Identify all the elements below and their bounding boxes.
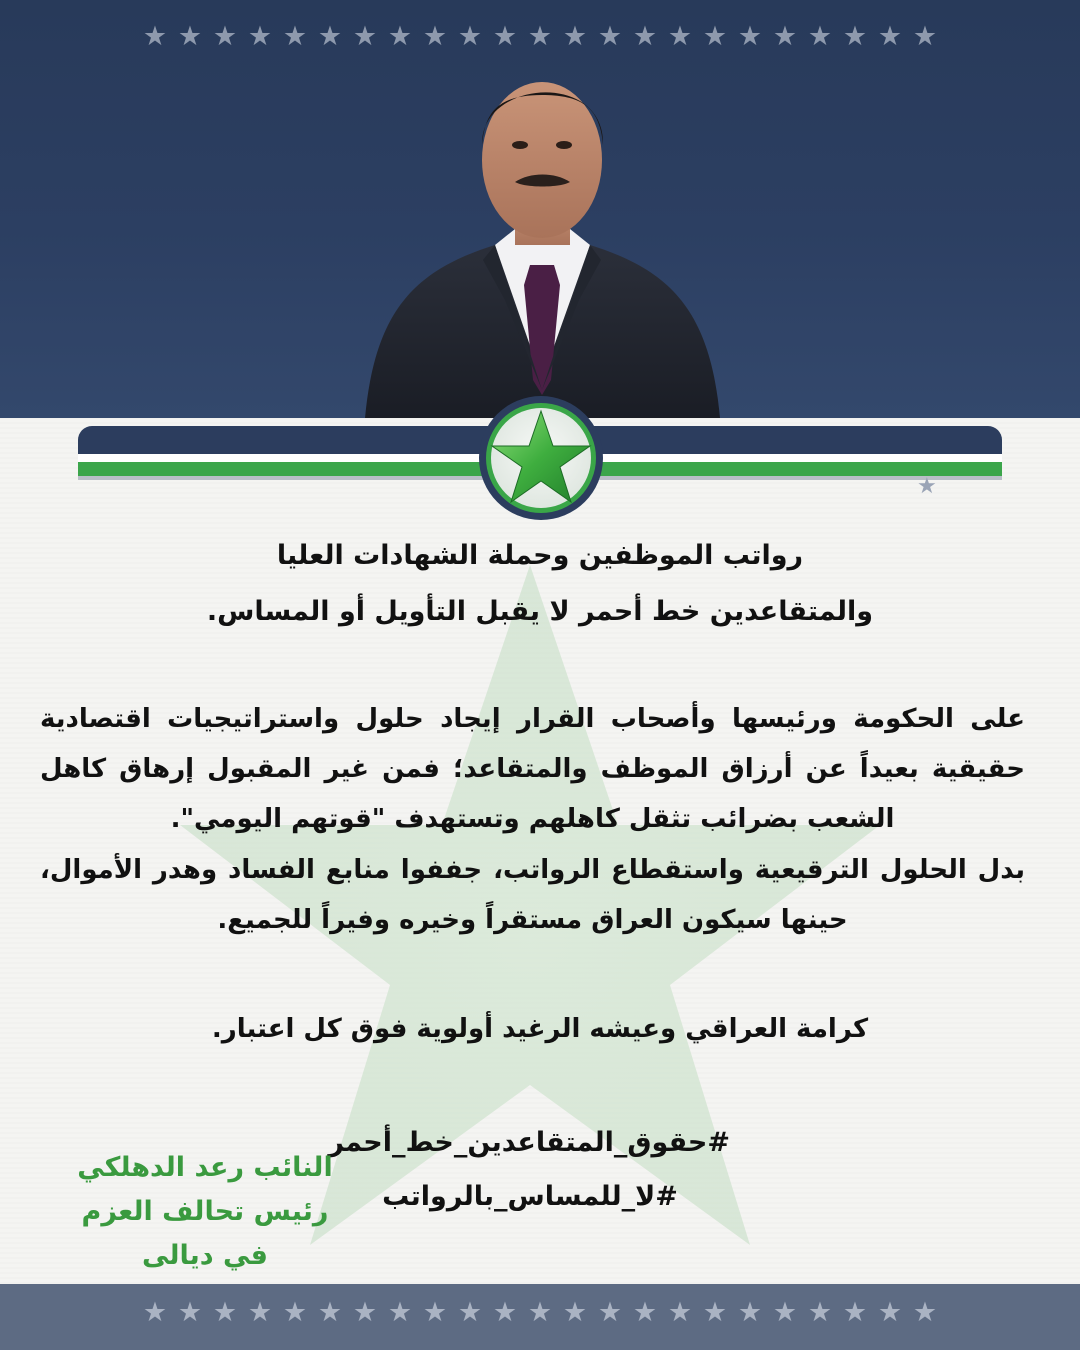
signature-title: رئيس تحالف العزم: [81, 1196, 329, 1227]
footer-banner: [0, 1284, 1080, 1350]
hashtag-1[interactable]: #حقوق_المتقاعدين_خط_أحمر: [328, 1127, 730, 1158]
star-icon: ★: [562, 21, 588, 52]
star-icon: ★: [632, 21, 658, 52]
star-icon: ★: [632, 1297, 658, 1328]
star-icon: ★: [282, 1297, 308, 1328]
signature-name: النائب رعد الدهلكي: [77, 1152, 333, 1183]
star-icon: ★: [212, 21, 238, 52]
star-icon: ★: [317, 21, 343, 52]
star-icon: ★: [842, 21, 868, 52]
star-icon: ★: [597, 21, 623, 52]
star-icon: ★: [527, 21, 553, 52]
star-icon: ★: [247, 21, 273, 52]
star-icon: ★: [772, 21, 798, 52]
body-paragraph-1: على الحكومة ورئيسها وأصحاب القرار إيجاد حلول واستراتيجيات اقتصادية حقيقية بعيداً عن أرزاق الموظف والمتقاعد؛ فمن غير المقبول إرهاق كاهل الشعب بضرائب تثقل كاهلهم وتستهدف "قوتهم اليومي".: [40, 704, 1025, 834]
bottom-star-row: [0, 1298, 1080, 1328]
signature-region: في ديالى: [142, 1240, 268, 1271]
star-icon: ★: [352, 1297, 378, 1328]
star-icon: ★: [457, 21, 483, 52]
star-icon: ★: [807, 21, 833, 52]
hashtag-2[interactable]: #لا_للمساس_بالرواتب: [382, 1181, 678, 1212]
star-icon: ★: [142, 1297, 168, 1328]
body-paragraph-2: بدل الحلول الترقيعية واستقطاع الرواتب، جففوا منابع الفساد وهدر الأموال، حينها سيكون العراق مستقراً وخيره وفيراً للجميع.: [40, 855, 1025, 935]
star-icon: ★: [177, 1297, 203, 1328]
star-icon: ★: [387, 21, 413, 52]
portrait-photo: [355, 50, 730, 418]
hashtag-block: [330, 1116, 730, 1224]
headline-line-2: والمتقاعدين خط أحمر لا يقبل التأويل أو المساس.: [206, 596, 874, 627]
star-icon: ★: [877, 1297, 903, 1328]
headline: [150, 528, 930, 640]
headline-line-1: رواتب الموظفين وحملة الشهادات العليا: [276, 540, 804, 571]
star-icon: ★: [142, 21, 168, 52]
body-dignity-line: كرامة العراقي وعيشه الرغيد أولوية فوق كل اعتبار.: [211, 1014, 869, 1044]
star-icon: ★: [422, 1297, 448, 1328]
star-icon: ★: [737, 1297, 763, 1328]
star-icon: ★: [492, 1297, 518, 1328]
star-icon: ★: [737, 21, 763, 52]
decorative-star-icon: ★: [917, 474, 937, 499]
star-icon: ★: [877, 21, 903, 52]
star-icon: ★: [702, 1297, 728, 1328]
star-icon: ★: [527, 1297, 553, 1328]
star-icon: ★: [422, 21, 448, 52]
star-icon: ★: [457, 1297, 483, 1328]
star-icon: ★: [177, 21, 203, 52]
star-icon: ★: [807, 1297, 833, 1328]
star-icon: ★: [912, 21, 938, 52]
star-icon: ★: [247, 1297, 273, 1328]
star-icon: ★: [667, 21, 693, 52]
header-banner: [0, 0, 1080, 418]
star-icon: ★: [597, 1297, 623, 1328]
star-icon: ★: [772, 1297, 798, 1328]
star-icon: ★: [912, 1297, 938, 1328]
star-icon: ★: [667, 1297, 693, 1328]
star-icon: ★: [352, 21, 378, 52]
star-icon: ★: [317, 1297, 343, 1328]
star-icon: ★: [212, 1297, 238, 1328]
star-icon: ★: [387, 1297, 413, 1328]
top-star-row: [0, 22, 1080, 52]
star-icon: ★: [282, 21, 308, 52]
star-icon: ★: [562, 1297, 588, 1328]
star-icon: ★: [702, 21, 728, 52]
signature-block: [60, 1146, 350, 1278]
star-icon: ★: [492, 21, 518, 52]
green-star-medallion-icon: [476, 393, 606, 523]
star-icon: ★: [842, 1297, 868, 1328]
